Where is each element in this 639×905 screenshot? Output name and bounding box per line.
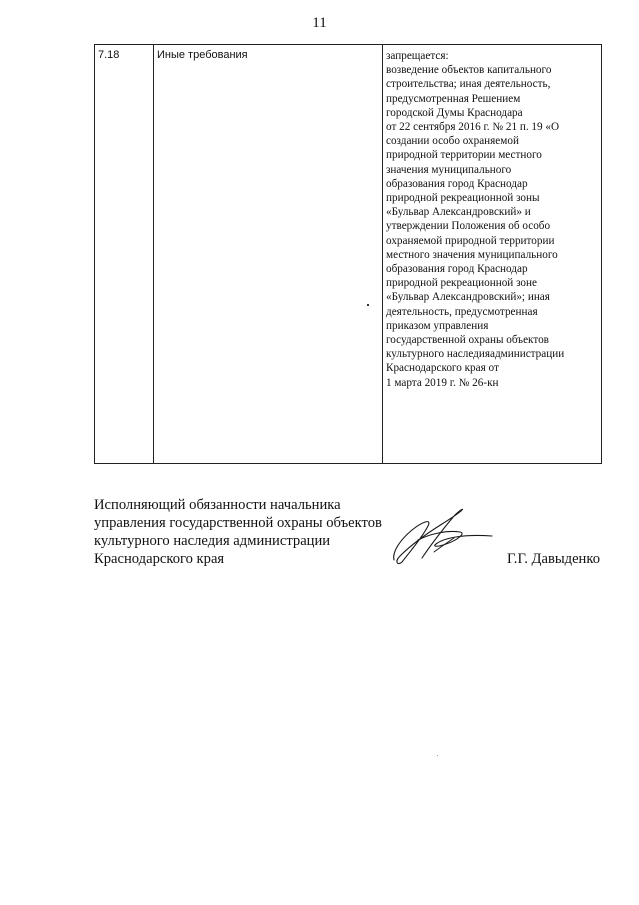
table-row: [95, 45, 602, 464]
row-name-cell: Иные требования: [154, 45, 383, 464]
requirement-line: от 22 сентября 2016 г. № 21 п. 19 «О: [386, 121, 560, 134]
position-line: Краснодарского края: [94, 551, 225, 567]
requirement-line: природной территории местного: [386, 149, 542, 162]
position-line: Исполняющий обязанности начальника: [94, 497, 341, 513]
requirement-line: деятельность, предусмотренная: [386, 305, 538, 318]
requirement-line: приказом управления: [386, 319, 489, 332]
requirement-line: строительства; иная деятельность,: [386, 78, 551, 91]
requirement-line: охраняемой природной территории: [386, 234, 555, 247]
requirement-line: государственной охраны объектов: [386, 334, 549, 347]
requirement-line: городской Думы Краснодара: [386, 106, 523, 119]
requirement-line: создании особо охраняемой: [386, 135, 519, 148]
requirement-line: 1 марта 2019 г. № 26-кн: [386, 376, 499, 389]
row-number-cell: 7.18: [95, 45, 154, 464]
signer-name: Г.Г. Давыденко: [507, 551, 601, 567]
requirement-line: образования город Краснодар: [386, 263, 528, 276]
position-line: культурного наследия администрации: [94, 533, 331, 549]
signatory-position: [94, 496, 382, 568]
requirement-line: образования город Краснодар: [386, 177, 528, 190]
requirement-line: запрещается:: [386, 50, 449, 62]
requirement-line: культурного наследияадминистрации: [386, 348, 565, 361]
row-requirements-cell: [383, 45, 602, 464]
requirement-line: «Бульвар Александровский» и: [386, 206, 531, 219]
requirement-line: природной рекреационной зоны: [386, 192, 540, 205]
scan-speck: [437, 755, 438, 756]
requirement-line: утверждении Положения об особо: [386, 220, 551, 233]
requirements-table: [94, 44, 602, 464]
scan-dot: [367, 304, 369, 306]
requirement-line: значения муниципального: [386, 163, 512, 176]
page-number: 11: [312, 15, 327, 31]
requirement-line: Краснодарского края от: [386, 362, 499, 375]
position-line: управления государственной охраны объектов: [94, 515, 382, 531]
handwritten-signature: [388, 500, 496, 568]
requirement-line: предусмотренная Решением: [386, 92, 521, 105]
requirement-line: местного значения муниципального: [386, 248, 558, 261]
requirement-line: возведение объектов капитального: [386, 64, 552, 77]
requirement-line: «Бульвар Александровский»; иная: [386, 291, 550, 304]
requirement-line: природной рекреационной зоне: [386, 277, 537, 290]
